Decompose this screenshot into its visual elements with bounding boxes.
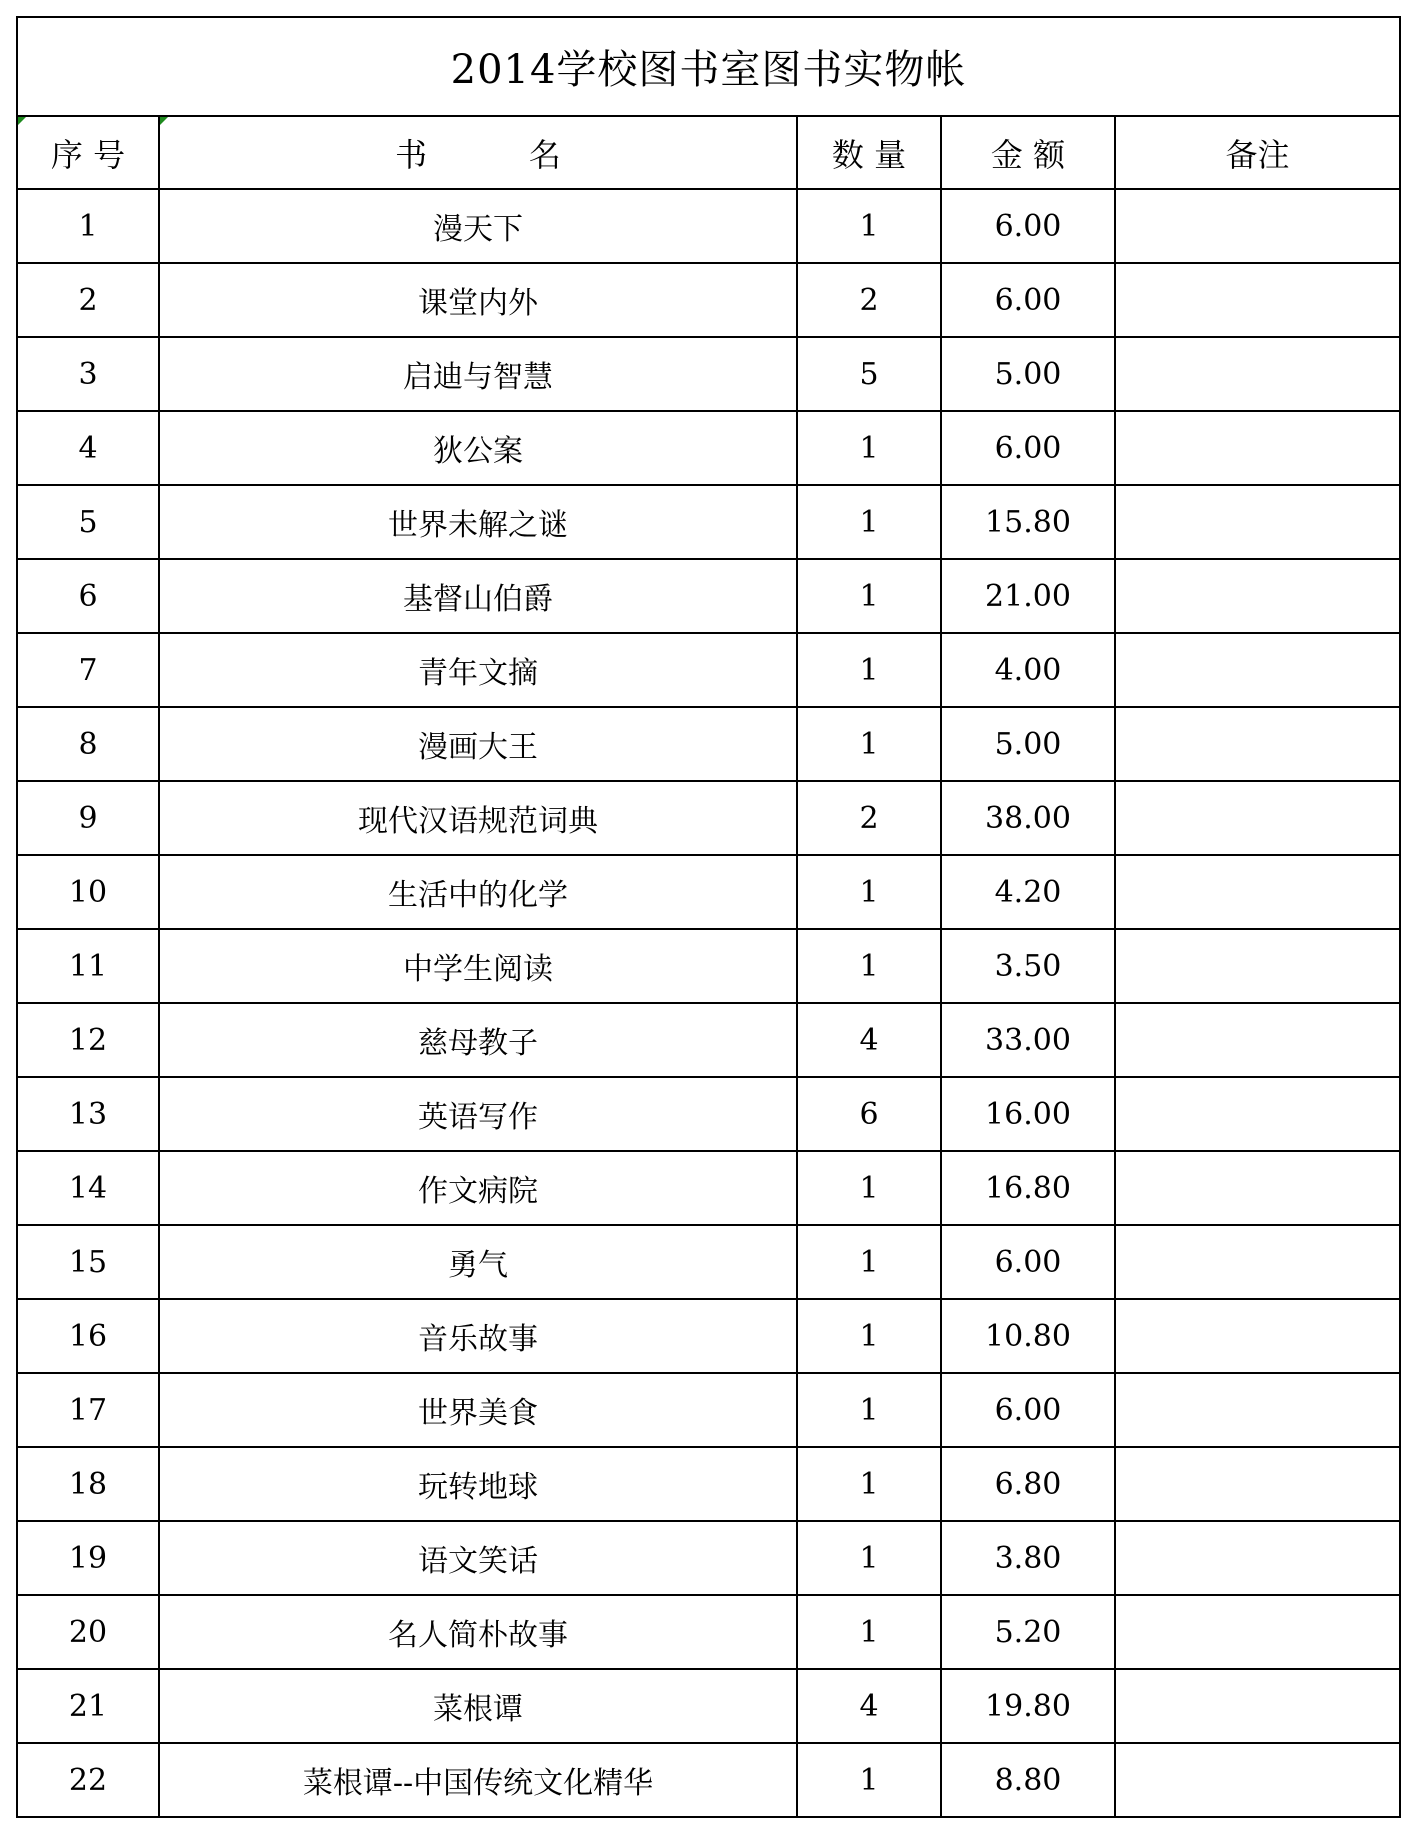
cell-amount: 21.00	[941, 559, 1115, 633]
cell-seq: 15	[17, 1225, 159, 1299]
cell-seq: 13	[17, 1077, 159, 1151]
cell-book-name: 名人简朴故事	[159, 1595, 797, 1669]
table-row	[17, 1743, 1400, 1817]
cell-seq: 1	[17, 189, 159, 263]
cell-note	[1115, 1225, 1400, 1299]
cell-amount: 3.80	[941, 1521, 1115, 1595]
cell-quantity: 5	[797, 337, 941, 411]
cell-amount: 5.00	[941, 707, 1115, 781]
table-row	[17, 707, 1400, 781]
cell-seq: 6	[17, 559, 159, 633]
cell-quantity: 1	[797, 1151, 941, 1225]
cell-quantity: 1	[797, 1447, 941, 1521]
cell-note	[1115, 1299, 1400, 1373]
cell-note	[1115, 411, 1400, 485]
cell-quantity: 4	[797, 1003, 941, 1077]
cell-book-name: 现代汉语规范词典	[159, 781, 797, 855]
cell-seq: 22	[17, 1743, 159, 1817]
cell-amount: 15.80	[941, 485, 1115, 559]
table-row	[17, 263, 1400, 337]
cell-note	[1115, 189, 1400, 263]
table-row	[17, 1003, 1400, 1077]
cell-book-name: 勇气	[159, 1225, 797, 1299]
cell-quantity: 1	[797, 1743, 941, 1817]
cell-seq: 9	[17, 781, 159, 855]
cell-quantity: 1	[797, 707, 941, 781]
cell-note	[1115, 1077, 1400, 1151]
table-row	[17, 1447, 1400, 1521]
cell-quantity: 1	[797, 559, 941, 633]
cell-quantity: 1	[797, 1225, 941, 1299]
comment-marker	[160, 117, 168, 125]
cell-quantity: 2	[797, 781, 941, 855]
cell-seq: 4	[17, 411, 159, 485]
cell-note	[1115, 1595, 1400, 1669]
table-row	[17, 1151, 1400, 1225]
cell-quantity: 1	[797, 1299, 941, 1373]
cell-book-name: 课堂内外	[159, 263, 797, 337]
table-row	[17, 1595, 1400, 1669]
cell-seq: 14	[17, 1151, 159, 1225]
cell-quantity: 1	[797, 929, 941, 1003]
cell-note	[1115, 1521, 1400, 1595]
cell-amount: 10.80	[941, 1299, 1115, 1373]
table-row	[17, 189, 1400, 263]
table-row	[17, 1669, 1400, 1743]
cell-note	[1115, 1743, 1400, 1817]
cell-seq: 7	[17, 633, 159, 707]
cell-quantity: 1	[797, 189, 941, 263]
comment-marker	[18, 117, 26, 125]
cell-quantity: 1	[797, 1521, 941, 1595]
cell-seq: 20	[17, 1595, 159, 1669]
cell-amount: 19.80	[941, 1669, 1115, 1743]
cell-book-name: 菜根谭	[159, 1669, 797, 1743]
cell-book-name: 世界美食	[159, 1373, 797, 1447]
cell-book-name: 启迪与智慧	[159, 337, 797, 411]
cell-quantity: 1	[797, 411, 941, 485]
cell-book-name: 狄公案	[159, 411, 797, 485]
cell-book-name: 音乐故事	[159, 1299, 797, 1373]
cell-seq: 17	[17, 1373, 159, 1447]
header-row	[17, 116, 1400, 189]
cell-quantity: 1	[797, 485, 941, 559]
cell-book-name: 漫天下	[159, 189, 797, 263]
cell-amount: 5.00	[941, 337, 1115, 411]
book-inventory-table	[16, 16, 1401, 1818]
table-row	[17, 1077, 1400, 1151]
table-row	[17, 633, 1400, 707]
cell-quantity: 1	[797, 855, 941, 929]
table-row	[17, 485, 1400, 559]
table-row	[17, 1299, 1400, 1373]
cell-amount: 4.00	[941, 633, 1115, 707]
cell-note	[1115, 559, 1400, 633]
cell-amount: 8.80	[941, 1743, 1115, 1817]
cell-seq: 11	[17, 929, 159, 1003]
cell-note	[1115, 1151, 1400, 1225]
cell-amount: 38.00	[941, 781, 1115, 855]
cell-amount: 5.20	[941, 1595, 1115, 1669]
cell-amount: 16.80	[941, 1151, 1115, 1225]
table-row	[17, 1521, 1400, 1595]
cell-book-name: 世界未解之谜	[159, 485, 797, 559]
cell-amount: 6.00	[941, 263, 1115, 337]
cell-note	[1115, 337, 1400, 411]
cell-amount: 3.50	[941, 929, 1115, 1003]
cell-book-name: 青年文摘	[159, 633, 797, 707]
cell-seq: 3	[17, 337, 159, 411]
cell-quantity: 1	[797, 1373, 941, 1447]
header-seq-label: 序 号	[50, 135, 126, 174]
cell-amount: 4.20	[941, 855, 1115, 929]
cell-note	[1115, 1669, 1400, 1743]
cell-note	[1115, 781, 1400, 855]
header-name-label: 书 名	[395, 135, 561, 174]
cell-amount: 6.00	[941, 1373, 1115, 1447]
cell-quantity: 1	[797, 633, 941, 707]
cell-seq: 21	[17, 1669, 159, 1743]
title-row	[17, 17, 1400, 116]
table-row	[17, 559, 1400, 633]
cell-amount: 16.00	[941, 1077, 1115, 1151]
cell-quantity: 6	[797, 1077, 941, 1151]
header-qty: 数 量	[797, 116, 941, 189]
cell-amount: 6.00	[941, 1225, 1115, 1299]
cell-amount: 6.00	[941, 189, 1115, 263]
cell-book-name: 菜根谭--中国传统文化精华	[159, 1743, 797, 1817]
cell-note	[1115, 485, 1400, 559]
header-note: 备注	[1115, 116, 1400, 189]
table-row	[17, 411, 1400, 485]
cell-book-name: 漫画大王	[159, 707, 797, 781]
cell-amount: 33.00	[941, 1003, 1115, 1077]
table-row	[17, 929, 1400, 1003]
cell-note	[1115, 855, 1400, 929]
cell-seq: 19	[17, 1521, 159, 1595]
cell-seq: 5	[17, 485, 159, 559]
table-row	[17, 1225, 1400, 1299]
cell-quantity: 1	[797, 1595, 941, 1669]
cell-seq: 2	[17, 263, 159, 337]
cell-amount: 6.00	[941, 411, 1115, 485]
cell-quantity: 2	[797, 263, 941, 337]
cell-book-name: 玩转地球	[159, 1447, 797, 1521]
table-row	[17, 855, 1400, 929]
cell-quantity: 4	[797, 1669, 941, 1743]
cell-note	[1115, 263, 1400, 337]
cell-book-name: 作文病院	[159, 1151, 797, 1225]
cell-book-name: 英语写作	[159, 1077, 797, 1151]
cell-seq: 18	[17, 1447, 159, 1521]
cell-book-name: 基督山伯爵	[159, 559, 797, 633]
cell-book-name: 生活中的化学	[159, 855, 797, 929]
cell-note	[1115, 633, 1400, 707]
cell-note	[1115, 1447, 1400, 1521]
cell-seq: 8	[17, 707, 159, 781]
cell-book-name: 慈母教子	[159, 1003, 797, 1077]
header-amount: 金 额	[941, 116, 1115, 189]
cell-book-name: 中学生阅读	[159, 929, 797, 1003]
cell-note	[1115, 1373, 1400, 1447]
cell-note	[1115, 929, 1400, 1003]
cell-seq: 12	[17, 1003, 159, 1077]
table-row	[17, 1373, 1400, 1447]
cell-seq: 16	[17, 1299, 159, 1373]
header-seq	[17, 116, 159, 189]
table-row	[17, 781, 1400, 855]
header-name	[159, 116, 797, 189]
cell-note	[1115, 707, 1400, 781]
table-row	[17, 337, 1400, 411]
cell-note	[1115, 1003, 1400, 1077]
cell-book-name: 语文笑话	[159, 1521, 797, 1595]
cell-seq: 10	[17, 855, 159, 929]
sheet-title: 2014学校图书室图书实物帐	[17, 17, 1400, 116]
cell-amount: 6.80	[941, 1447, 1115, 1521]
